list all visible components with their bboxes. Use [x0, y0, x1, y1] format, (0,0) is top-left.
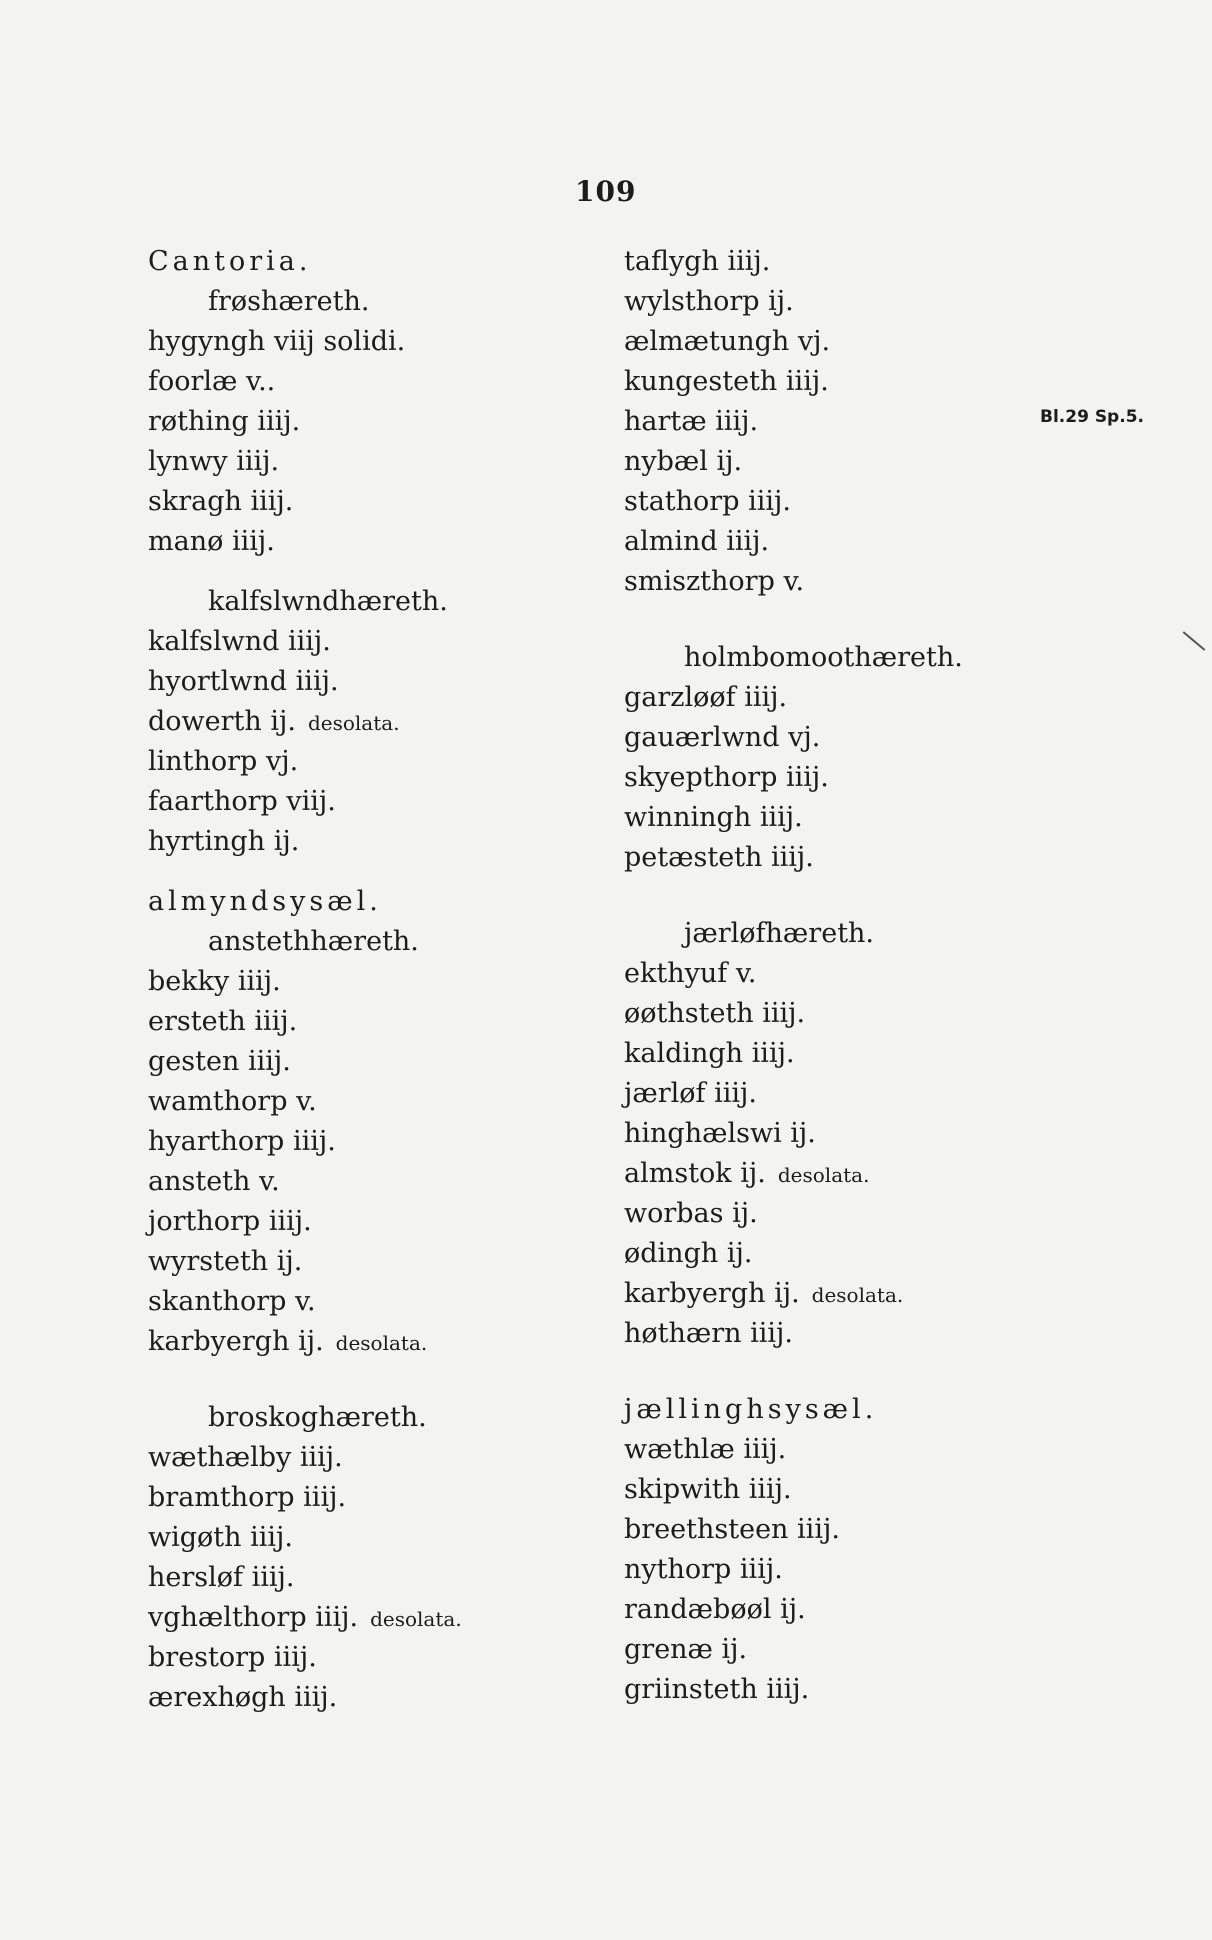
entry-line	[148, 1202, 588, 1242]
tax-value: iiij.	[273, 1642, 317, 1673]
desolata-note: desolata.	[777, 1163, 870, 1187]
place-name: griinsteth	[624, 1674, 758, 1705]
entry-line	[624, 562, 1064, 602]
place-name: almind	[624, 526, 718, 557]
tax-value: ij.	[790, 1118, 816, 1149]
entry-line	[148, 362, 588, 402]
place-name: lynwy	[148, 446, 228, 477]
place-name: nybæl	[624, 446, 708, 477]
entry-line	[624, 1234, 1064, 1274]
place-name: hinghælswi	[624, 1118, 782, 1149]
tax-value: ij.	[780, 1594, 806, 1625]
entry-line	[148, 742, 588, 782]
place-name: dowerth	[148, 706, 262, 737]
entry-line	[148, 1042, 588, 1082]
right-column	[624, 242, 1064, 1710]
entry-line	[148, 622, 588, 662]
tax-value: vj.	[788, 722, 821, 753]
tax-value: iiij.	[743, 1434, 787, 1465]
tax-value: iiij.	[714, 1078, 758, 1109]
tax-value: ij.	[726, 1238, 753, 1269]
tax-value: iiij.	[250, 1522, 293, 1553]
tax-value: ij.	[768, 286, 794, 317]
entry-line	[624, 362, 1064, 402]
place-name: hyarthorp	[148, 1126, 285, 1157]
entry-line	[148, 662, 588, 702]
place-name: manø	[148, 526, 224, 557]
left-column	[148, 242, 588, 1718]
place-name: gesten	[148, 1046, 240, 1077]
place-name: foorlæ	[148, 366, 238, 397]
place-name: ekthyuf	[624, 958, 728, 989]
district-heading: holmbomoothæreth.	[684, 642, 963, 673]
place-name: breethsteen	[624, 1514, 789, 1545]
entry-line	[624, 1114, 1064, 1154]
place-name: bramthorp	[148, 1482, 295, 1513]
entry-line	[624, 1274, 1064, 1314]
tax-value: ij.	[298, 1326, 324, 1357]
tax-value: ij.	[270, 706, 296, 737]
entry-line	[624, 1034, 1064, 1074]
entry-line	[624, 1470, 1064, 1510]
tax-value: v..	[246, 366, 276, 397]
district-heading: frøshæreth.	[208, 286, 370, 317]
place-name: kungesteth	[624, 366, 778, 397]
entry-line	[148, 822, 588, 862]
entry-line	[148, 1282, 588, 1322]
entry-line	[624, 1510, 1064, 1550]
district-heading: anstethhæreth.	[208, 926, 419, 957]
tax-value: iiij.	[744, 682, 788, 713]
entry-line	[148, 1558, 588, 1598]
tax-value: iiij.	[762, 998, 806, 1029]
entry-list	[624, 242, 1064, 602]
tax-value: iiij.	[726, 526, 770, 557]
place-name: hartæ	[624, 406, 707, 437]
entry-line	[624, 482, 1064, 522]
entry-line	[624, 1590, 1064, 1630]
place-name: petæsteth	[624, 842, 763, 873]
tax-value: ij.	[774, 1278, 800, 1309]
entry-list	[624, 678, 1064, 878]
place-name: randæbøøl	[624, 1594, 772, 1625]
tax-value: iiij.	[727, 246, 771, 277]
entry-line	[148, 1478, 588, 1518]
tax-value: vj.	[265, 746, 299, 777]
place-name: brestorp	[148, 1642, 266, 1673]
place-name: wæthlæ	[624, 1434, 735, 1465]
entry-line	[624, 758, 1064, 798]
entry-line	[624, 282, 1064, 322]
tax-value: iiij.	[294, 1682, 338, 1713]
entry-line	[148, 1638, 588, 1678]
tax-value: iiij.	[237, 966, 281, 997]
place-name: kalfslwnd	[148, 626, 280, 657]
entry-line	[148, 442, 588, 482]
tax-value: iiij.	[748, 1474, 792, 1505]
tax-value: iiij.	[257, 406, 301, 437]
place-name: røthing	[148, 406, 249, 437]
desolata-note: desolata.	[370, 1607, 462, 1631]
margin-mark	[1183, 631, 1206, 651]
district-heading: broskoghæreth.	[208, 1402, 427, 1433]
entry-line	[624, 798, 1064, 838]
tax-value: iiij.	[299, 1442, 343, 1473]
entry-line	[148, 782, 588, 822]
tax-value: ij.	[276, 1246, 303, 1277]
tax-value: iiij.	[766, 1674, 810, 1705]
place-name: karbyergh	[624, 1278, 766, 1309]
entry-line	[624, 322, 1064, 362]
tax-value: iiij.	[771, 842, 814, 873]
entry-line	[624, 522, 1064, 562]
tax-value: iiij.	[751, 1038, 795, 1069]
entry-line	[624, 442, 1064, 482]
place-name: wylsthorp	[624, 286, 760, 317]
place-name: ersteth	[148, 1006, 246, 1037]
place-name: faarthorp	[148, 786, 278, 817]
place-name: wyrsteth	[148, 1246, 269, 1277]
tax-value: v.	[294, 1286, 316, 1317]
entry-line	[624, 1550, 1064, 1590]
tax-value: vj.	[797, 326, 831, 357]
place-name: skyepthorp	[624, 762, 778, 793]
tax-value: v.	[259, 1166, 280, 1197]
tax-value: viij solidi.	[273, 326, 406, 357]
entry-list	[148, 322, 588, 562]
desolata-note: desolata.	[811, 1283, 904, 1307]
page-number: 109	[575, 175, 637, 208]
place-name: kaldingh	[624, 1038, 744, 1069]
entry-line	[624, 838, 1064, 878]
place-name: stathorp	[624, 486, 740, 517]
place-name: hyrtingh	[148, 826, 266, 857]
tax-value: viij.	[286, 786, 336, 817]
tax-value: iiij.	[254, 1006, 298, 1037]
entry-line	[624, 718, 1064, 758]
tax-value: iiij.	[303, 1482, 347, 1513]
desolata-note: desolata.	[335, 1331, 428, 1355]
entry-line	[624, 954, 1064, 994]
entry-line	[148, 1518, 588, 1558]
entry-line	[624, 1154, 1064, 1194]
tax-value: ij.	[273, 826, 300, 857]
place-name: bekky	[148, 966, 230, 997]
entry-line	[148, 522, 588, 562]
entry-line	[624, 1074, 1064, 1114]
entry-line	[624, 678, 1064, 718]
place-name: garzløøf	[624, 682, 736, 713]
place-name: karbyergh	[148, 1326, 290, 1357]
entry-line	[148, 1002, 588, 1042]
entry-list	[148, 622, 588, 862]
entry-line	[148, 1082, 588, 1122]
place-name: høthærn	[624, 1318, 742, 1349]
tax-value: iiij.	[268, 1206, 312, 1237]
entry-line	[148, 1162, 588, 1202]
tax-value: ij.	[732, 1198, 758, 1229]
tax-value: ij.	[740, 1158, 766, 1189]
place-name: hyortlwnd	[148, 666, 288, 697]
entry-line	[148, 322, 588, 362]
district-heading: jærløfhæreth.	[684, 918, 875, 949]
place-name: skanthorp	[148, 1286, 287, 1317]
place-name: grenæ	[624, 1634, 713, 1665]
entry-line	[148, 402, 588, 442]
tax-value: iiij.	[231, 526, 275, 557]
tax-value: iiij.	[315, 1602, 359, 1633]
entry-line	[624, 1194, 1064, 1234]
district-heading: kalfslwndhæreth.	[208, 586, 448, 617]
section-heading: Cantoria.	[148, 246, 312, 277]
tax-value: iiij.	[287, 626, 331, 657]
tax-value: ij.	[721, 1634, 748, 1665]
entry-line	[148, 482, 588, 522]
entry-list	[148, 962, 588, 1362]
place-name: ælmætungh	[624, 326, 790, 357]
tax-value: iiij.	[748, 486, 791, 517]
tax-value: iiij.	[251, 1562, 295, 1593]
entry-line	[148, 1438, 588, 1478]
entry-line	[624, 1430, 1064, 1470]
tax-value: v.	[735, 958, 757, 989]
tax-value: iiij.	[247, 1046, 291, 1077]
place-name: skipwith	[624, 1474, 741, 1505]
place-name: winningh	[624, 802, 752, 833]
entry-line	[624, 994, 1064, 1034]
place-name: vghælthorp	[148, 1602, 307, 1633]
entry-line	[624, 1630, 1064, 1670]
tax-value: iiij.	[786, 762, 829, 793]
entry-line	[148, 1598, 588, 1638]
tax-value: iiij.	[250, 486, 294, 517]
place-name: nythorp	[624, 1554, 732, 1585]
place-name: worbas	[624, 1198, 724, 1229]
entry-line	[148, 962, 588, 1002]
tax-value: v.	[783, 566, 805, 597]
entry-list	[624, 954, 1064, 1354]
place-name: hygyngh	[148, 326, 266, 357]
place-name: taflygh	[624, 246, 719, 277]
place-name: hersløf	[148, 1562, 244, 1593]
place-name: jærløf	[624, 1078, 706, 1109]
desolata-note: desolata.	[307, 711, 400, 735]
tax-value: iiij.	[236, 446, 280, 477]
place-name: almstok	[624, 1158, 732, 1189]
entry-line	[624, 1670, 1064, 1710]
place-name: wigøth	[148, 1522, 242, 1553]
tax-value: iiij.	[715, 406, 759, 437]
tax-value: iiij.	[797, 1514, 840, 1545]
tax-value: ij.	[716, 446, 743, 477]
entry-line	[624, 1314, 1064, 1354]
place-name: ødingh	[624, 1238, 719, 1269]
entry-list	[148, 1438, 588, 1718]
place-name: linthorp	[148, 746, 258, 777]
entry-line	[148, 1122, 588, 1162]
entry-line	[148, 1322, 588, 1362]
place-name: gauærlwnd	[624, 722, 780, 753]
place-name: wamthorp	[148, 1086, 288, 1117]
tax-value: iiij.	[292, 1126, 336, 1157]
tax-value: v.	[296, 1086, 317, 1117]
entry-line	[148, 1242, 588, 1282]
entry-line	[624, 242, 1064, 282]
entry-list	[624, 1430, 1064, 1710]
entry-line	[148, 702, 588, 742]
tax-value: iiij.	[750, 1318, 794, 1349]
section-heading: jællinghsysæl.	[624, 1394, 878, 1425]
tax-value: iiij.	[759, 802, 803, 833]
section-heading: almyndsysæl.	[148, 886, 382, 917]
entry-line	[624, 402, 1064, 442]
place-name: ansteth	[148, 1166, 251, 1197]
place-name: jorthorp	[148, 1206, 261, 1237]
entry-line	[148, 1678, 588, 1718]
place-name: smiszthorp	[624, 566, 775, 597]
place-name: øøthsteth	[624, 998, 754, 1029]
tax-value: iiij.	[295, 666, 339, 697]
tax-value: iiij.	[739, 1554, 783, 1585]
tax-value: iiij.	[785, 366, 829, 397]
margin-note: Bl.29 Sp.5.	[1040, 407, 1144, 427]
place-name: wæthælby	[148, 1442, 292, 1473]
place-name: skragh	[148, 486, 242, 517]
place-name: ærexhøgh	[148, 1682, 286, 1713]
